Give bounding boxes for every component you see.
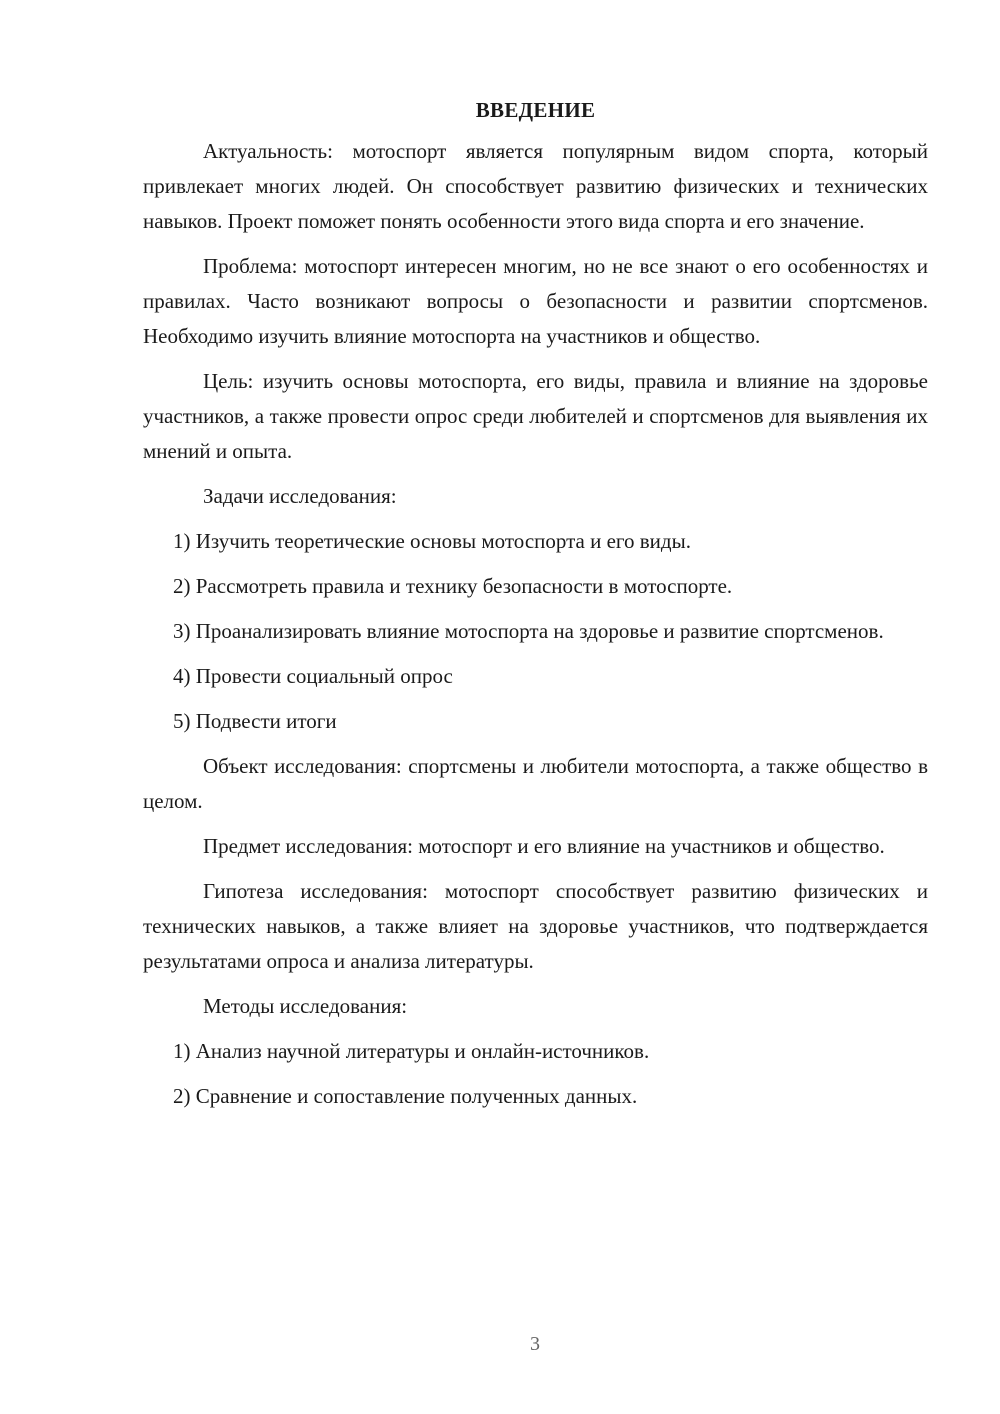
paragraph-hypothesis: Гипотеза исследования: мотоспорт способствует развитию физических и технических навыков, а также влияет на здоровье участников, что подтверждается результатами опроса и анализа литературы. (143, 879, 928, 973)
task-item: 5) Подвести итоги (173, 709, 337, 733)
task-item: 4) Провести социальный опрос (173, 664, 453, 688)
document-page (143, 93, 928, 1124)
paragraph-relevance: Актуальность: мотоспорт является популярным видом спорта, который привлекает многих людей. Он способствует развитию физических и технических навыков. Проект поможет понять особенности этого вида спорта и его значение. (143, 139, 928, 233)
task-item: 2) Рассмотреть правила и технику безопасности в мотоспорте. (173, 574, 733, 598)
paragraph-subject: Предмет исследования: мотоспорт и его влияние на участников и общество. (203, 834, 885, 858)
paragraph-problem: Проблема: мотоспорт интересен многим, но не все знают о его особенностях и правилах. Часто возникают вопросы о безопасности и развитии спортсменов. Необходимо изучить влияние мотоспорта на участников и общество. (143, 254, 928, 348)
task-item: 3) Проанализировать влияние мотоспорта на здоровье и развитие спортсменов. (173, 619, 884, 643)
section-title: ВВЕДЕНИЕ (475, 98, 596, 122)
methods-heading: Методы исследования: (203, 994, 408, 1018)
page-number: 3 (530, 1333, 540, 1355)
paragraph-object: Объект исследования: спортсмены и любители мотоспорта, а также общество в целом. (143, 754, 928, 813)
task-item: 1) Изучить теоретические основы мотоспорта и его виды. (173, 529, 691, 553)
paragraph-goal: Цель: изучить основы мотоспорта, его виды, правила и влияние на здоровье участников, а также провести опрос среди любителей и спортсменов для выявления их мнений и опыта. (143, 369, 928, 463)
method-item: 1) Анализ научной литературы и онлайн-источников. (173, 1039, 650, 1063)
method-item: 2) Сравнение и сопоставление полученных данных. (173, 1084, 638, 1108)
tasks-heading: Задачи исследования: (203, 484, 397, 508)
